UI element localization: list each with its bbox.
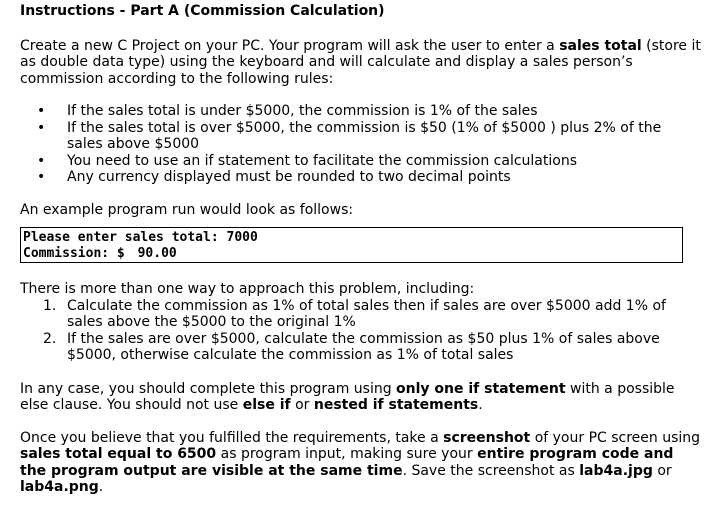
intro-bold: sales total	[559, 37, 642, 54]
final-bold: lab4a.png	[20, 479, 99, 495]
console-result-label: Commission: $	[23, 246, 125, 261]
approaches-intro: There is more than one way to approach this problem, including:	[20, 281, 475, 297]
note-text: with a possible else clause. You should not use	[20, 380, 675, 413]
note-text: or	[290, 397, 314, 413]
submission-paragraph	[20, 430, 701, 496]
note-text: .	[478, 397, 483, 413]
final-bold: screenshot	[443, 429, 531, 446]
final-bold: lab4a.jpg	[579, 462, 653, 479]
final-bold: sales total equal to 6500	[20, 446, 217, 462]
approaches-list	[20, 298, 701, 364]
rule-item: • Any currency displayed must be rounded to two decimal points	[67, 169, 701, 186]
approach-item: If the sales are over $5000, calculate the commission as $50 plus 1% of sales above $5000, otherwise calculate the commission as 1% of total sales	[67, 330, 660, 363]
final-text: Once you believe that you fulfilled the requirements, take a	[20, 429, 444, 446]
rules-list	[20, 103, 701, 186]
note-bold: only one if statement	[396, 380, 566, 397]
constraint-paragraph	[20, 381, 701, 414]
section-heading: Instructions - Part A (Commission Calculation)	[20, 3, 385, 19]
console-line-prompt: Please enter sales total: 7000	[23, 230, 258, 245]
note-bold: nested if statements	[313, 397, 479, 413]
rule-item: • You need to use an if statement to facilitate the commission calculations	[67, 153, 701, 170]
intro-text: Create a new C Project on your PC. Your program will ask the user to enter a	[20, 37, 560, 54]
example-intro: An example program run would look as follows:	[20, 201, 354, 218]
rule-item: • If the sales total is over $5000, the commission is $50 (1% of $5000 ) plus 2% of the sales above $5000	[67, 120, 701, 153]
approach-item: Calculate the commission as 1% of total sales then if sales are over $5000 add 1% of sales above the $5000 to the original 1%	[67, 297, 666, 330]
intro-text-end: (store it as double data type) using the keyboard and will calculate and display a sales person’s commission according to the following rules:	[20, 37, 701, 87]
final-bold: entire program code and the program output are visible at the same time	[20, 446, 674, 479]
final-text: of your PC screen using	[530, 429, 701, 446]
console-line-result	[23, 246, 682, 262]
intro-paragraph	[20, 38, 701, 88]
note-bold: else if	[242, 397, 291, 413]
final-text: or	[652, 462, 672, 479]
final-text: . Save the screenshot as	[402, 462, 580, 479]
final-text: .	[98, 479, 104, 495]
console-output-box	[20, 227, 683, 263]
final-text: as program input, making sure your	[216, 446, 478, 462]
console-result-value: 90.00	[137, 246, 177, 261]
note-text: In any case, you should complete this program using	[20, 380, 397, 397]
rule-item: • If the sales total is under $5000, the commission is 1% of the sales	[67, 103, 701, 120]
